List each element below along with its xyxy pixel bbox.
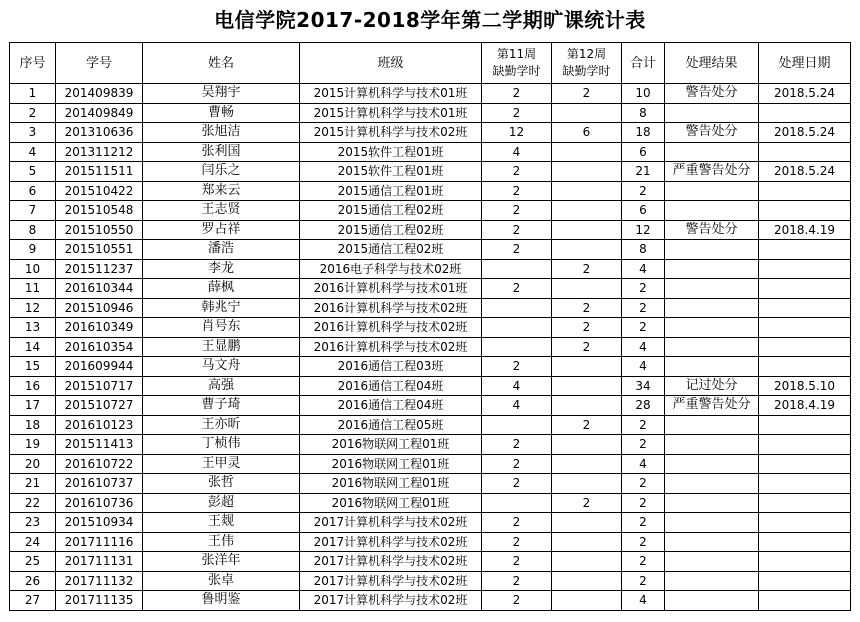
table-row: [10, 298, 851, 318]
cell-total[interactable]: 4: [622, 337, 665, 357]
cell-total[interactable]: 2: [622, 415, 665, 435]
cell-seq[interactable]: 3: [10, 123, 56, 143]
cell-seq[interactable]: 20: [10, 454, 56, 474]
cell-total[interactable]: 6: [622, 142, 665, 162]
cell-student-id[interactable]: 201511413: [56, 435, 143, 455]
cell-class[interactable]: 2015计算机科学与技术01班: [300, 84, 482, 104]
cell-week12[interactable]: [552, 552, 622, 572]
cell-total[interactable]: 2: [622, 298, 665, 318]
table-row: [10, 103, 851, 123]
cell-week12[interactable]: [552, 532, 622, 552]
cell-week12[interactable]: 2: [552, 84, 622, 104]
header-week11-line1: 第11周: [496, 47, 537, 61]
cell-seq[interactable]: 22: [10, 493, 56, 513]
cell-total[interactable]: 2: [622, 279, 665, 299]
cell-week11[interactable]: [482, 298, 552, 318]
cell-seq[interactable]: 15: [10, 357, 56, 377]
cell-week11[interactable]: [482, 337, 552, 357]
cell-seq[interactable]: 12: [10, 298, 56, 318]
table-row: [10, 123, 851, 143]
cell-week12[interactable]: [552, 396, 622, 416]
cell-result[interactable]: [665, 454, 759, 474]
cell-student-id[interactable]: 201511511: [56, 162, 143, 182]
cell-week12[interactable]: [552, 162, 622, 182]
cell-student-id[interactable]: 201610722: [56, 454, 143, 474]
cell-date[interactable]: [759, 337, 851, 357]
cell-week12[interactable]: [552, 454, 622, 474]
cell-week11[interactable]: 2: [482, 240, 552, 260]
cell-student-id[interactable]: 201610349: [56, 318, 143, 338]
cell-week11[interactable]: 4: [482, 396, 552, 416]
table-row: [10, 162, 851, 182]
cell-class[interactable]: 2016物联网工程01班: [300, 493, 482, 513]
cell-date[interactable]: 2018.4.19: [759, 220, 851, 240]
cell-student-id[interactable]: 201311212: [56, 142, 143, 162]
cell-name[interactable]: 张旭洁: [143, 123, 300, 143]
cell-date[interactable]: [759, 474, 851, 494]
cell-student-id[interactable]: 201610354: [56, 337, 143, 357]
table-row: [10, 376, 851, 396]
cell-date[interactable]: [759, 415, 851, 435]
cell-week11[interactable]: 2: [482, 532, 552, 552]
cell-student-id[interactable]: 201711131: [56, 552, 143, 572]
cell-date[interactable]: [759, 591, 851, 611]
cell-result[interactable]: 严重警告处分: [665, 396, 759, 416]
cell-seq[interactable]: 23: [10, 513, 56, 533]
cell-result[interactable]: [665, 181, 759, 201]
cell-student-id[interactable]: 201409849: [56, 103, 143, 123]
cell-seq[interactable]: 11: [10, 279, 56, 299]
table-row: [10, 532, 851, 552]
cell-week12[interactable]: [552, 513, 622, 533]
cell-name[interactable]: 郑来云: [143, 181, 300, 201]
table-row: [10, 142, 851, 162]
cell-name[interactable]: 李龙: [143, 259, 300, 279]
cell-week12[interactable]: [552, 220, 622, 240]
cell-name[interactable]: 薛枫: [143, 279, 300, 299]
cell-result[interactable]: [665, 571, 759, 591]
cell-name[interactable]: 张哲: [143, 474, 300, 494]
cell-result[interactable]: [665, 532, 759, 552]
cell-seq[interactable]: 17: [10, 396, 56, 416]
cell-class[interactable]: 2017计算机科学与技术02班: [300, 513, 482, 533]
header-total: 合计: [622, 43, 665, 84]
header-name: 姓名: [143, 43, 300, 84]
cell-week12[interactable]: [552, 103, 622, 123]
header-week12-line2: 缺勤学时: [562, 64, 611, 78]
cell-week11[interactable]: 2: [482, 513, 552, 533]
table-row: [10, 181, 851, 201]
cell-week12[interactable]: [552, 591, 622, 611]
cell-week12[interactable]: 2: [552, 337, 622, 357]
header-result: 处理结果: [665, 43, 759, 84]
cell-name[interactable]: 王甲灵: [143, 454, 300, 474]
cell-date[interactable]: [759, 259, 851, 279]
cell-week11[interactable]: 2: [482, 591, 552, 611]
cell-week11[interactable]: 2: [482, 84, 552, 104]
cell-seq[interactable]: 6: [10, 181, 56, 201]
cell-student-id[interactable]: 201711116: [56, 532, 143, 552]
cell-date[interactable]: [759, 240, 851, 260]
cell-student-id[interactable]: 201610737: [56, 474, 143, 494]
cell-name[interactable]: 彭超: [143, 493, 300, 513]
table-row: [10, 337, 851, 357]
cell-student-id[interactable]: 201610344: [56, 279, 143, 299]
cell-class[interactable]: 2015通信工程02班: [300, 220, 482, 240]
cell-class[interactable]: 2016通信工程05班: [300, 415, 482, 435]
cell-student-id[interactable]: 201409839: [56, 84, 143, 104]
cell-result[interactable]: 警告处分: [665, 123, 759, 143]
table-row: [10, 259, 851, 279]
cell-result[interactable]: [665, 357, 759, 377]
cell-week11[interactable]: [482, 318, 552, 338]
cell-seq[interactable]: 8: [10, 220, 56, 240]
cell-total[interactable]: 4: [622, 454, 665, 474]
cell-week12[interactable]: 2: [552, 298, 622, 318]
cell-name[interactable]: 马文舟: [143, 357, 300, 377]
cell-week11[interactable]: 4: [482, 376, 552, 396]
cell-week12[interactable]: 6: [552, 123, 622, 143]
page-title: 电信学院2017-2018学年第二学期旷课统计表: [214, 8, 646, 32]
cell-total[interactable]: 8: [622, 103, 665, 123]
cell-date[interactable]: [759, 357, 851, 377]
cell-date[interactable]: [759, 493, 851, 513]
header-week11: [482, 43, 552, 84]
header-week11-line2: 缺勤学时: [492, 64, 541, 78]
cell-name[interactable]: 吴翔宇: [143, 84, 300, 104]
cell-name[interactable]: 曹子琦: [143, 396, 300, 416]
cell-result[interactable]: [665, 142, 759, 162]
cell-total[interactable]: 2: [622, 474, 665, 494]
cell-week11[interactable]: 2: [482, 571, 552, 591]
cell-result[interactable]: [665, 318, 759, 338]
cell-week12[interactable]: [552, 279, 622, 299]
cell-week12[interactable]: [552, 357, 622, 377]
cell-name[interactable]: 王显鹏: [143, 337, 300, 357]
cell-seq[interactable]: 18: [10, 415, 56, 435]
cell-total[interactable]: 8: [622, 240, 665, 260]
cell-name[interactable]: 曹畅: [143, 103, 300, 123]
cell-week11[interactable]: 4: [482, 142, 552, 162]
cell-date[interactable]: [759, 181, 851, 201]
cell-name[interactable]: 王伟: [143, 532, 300, 552]
cell-class[interactable]: 2017计算机科学与技术02班: [300, 532, 482, 552]
cell-seq[interactable]: 24: [10, 532, 56, 552]
header-class: 班级: [300, 43, 482, 84]
cell-week11[interactable]: 2: [482, 454, 552, 474]
cell-date[interactable]: 2018.5.10: [759, 376, 851, 396]
cell-result[interactable]: [665, 201, 759, 221]
cell-result[interactable]: [665, 552, 759, 572]
cell-class[interactable]: 2016计算机科学与技术01班: [300, 279, 482, 299]
cell-date[interactable]: [759, 201, 851, 221]
cell-total[interactable]: 4: [622, 357, 665, 377]
cell-total[interactable]: 4: [622, 259, 665, 279]
cell-total[interactable]: 2: [622, 552, 665, 572]
cell-student-id[interactable]: 201610123: [56, 415, 143, 435]
cell-result[interactable]: [665, 240, 759, 260]
cell-week12[interactable]: 2: [552, 493, 622, 513]
header-week12: [552, 43, 622, 84]
cell-seq[interactable]: 9: [10, 240, 56, 260]
cell-name[interactable]: 张卓: [143, 571, 300, 591]
cell-week12[interactable]: [552, 435, 622, 455]
cell-date[interactable]: [759, 552, 851, 572]
cell-class[interactable]: 2016计算机科学与技术02班: [300, 337, 482, 357]
cell-student-id[interactable]: 201510934: [56, 513, 143, 533]
cell-result[interactable]: [665, 279, 759, 299]
cell-result[interactable]: [665, 591, 759, 611]
cell-class[interactable]: 2016物联网工程01班: [300, 454, 482, 474]
cell-name[interactable]: 罗占祥: [143, 220, 300, 240]
cell-week11[interactable]: [482, 415, 552, 435]
cell-total[interactable]: 4: [622, 591, 665, 611]
cell-week11[interactable]: 2: [482, 201, 552, 221]
cell-seq[interactable]: 4: [10, 142, 56, 162]
cell-date[interactable]: [759, 279, 851, 299]
cell-total[interactable]: 6: [622, 201, 665, 221]
cell-class[interactable]: 2016通信工程04班: [300, 376, 482, 396]
cell-seq[interactable]: 26: [10, 571, 56, 591]
cell-total[interactable]: 2: [622, 181, 665, 201]
cell-seq[interactable]: 14: [10, 337, 56, 357]
cell-total[interactable]: 2: [622, 532, 665, 552]
cell-result[interactable]: [665, 415, 759, 435]
table-row: [10, 240, 851, 260]
cell-class[interactable]: 2016计算机科学与技术02班: [300, 298, 482, 318]
cell-seq[interactable]: 21: [10, 474, 56, 494]
cell-seq[interactable]: 25: [10, 552, 56, 572]
cell-result[interactable]: 记过处分: [665, 376, 759, 396]
table-row: [10, 454, 851, 474]
cell-name[interactable]: 张利国: [143, 142, 300, 162]
table-row: [10, 396, 851, 416]
cell-name[interactable]: 王觌: [143, 513, 300, 533]
cell-week12[interactable]: [552, 376, 622, 396]
cell-week12[interactable]: [552, 142, 622, 162]
cell-week11[interactable]: 2: [482, 103, 552, 123]
cell-name[interactable]: 高强: [143, 376, 300, 396]
cell-student-id[interactable]: 201511237: [56, 259, 143, 279]
cell-result[interactable]: [665, 298, 759, 318]
cell-student-id[interactable]: 201510422: [56, 181, 143, 201]
cell-seq[interactable]: 1: [10, 84, 56, 104]
cell-student-id[interactable]: 201510550: [56, 220, 143, 240]
cell-name[interactable]: 张洋年: [143, 552, 300, 572]
cell-date[interactable]: [759, 298, 851, 318]
cell-week12[interactable]: [552, 571, 622, 591]
cell-total[interactable]: 2: [622, 493, 665, 513]
cell-class[interactable]: 2015计算机科学与技术02班: [300, 123, 482, 143]
cell-total[interactable]: 10: [622, 84, 665, 104]
table-row: [10, 415, 851, 435]
cell-student-id[interactable]: 201711135: [56, 591, 143, 611]
table-row: [10, 84, 851, 104]
cell-total[interactable]: 28: [622, 396, 665, 416]
cell-student-id[interactable]: 201610736: [56, 493, 143, 513]
cell-class[interactable]: 2016计算机科学与技术02班: [300, 318, 482, 338]
cell-date[interactable]: [759, 435, 851, 455]
cell-date[interactable]: 2018.4.19: [759, 396, 851, 416]
cell-result[interactable]: [665, 337, 759, 357]
header-seq: 序号: [10, 43, 56, 84]
header-week12-line1: 第12周: [566, 47, 607, 61]
cell-student-id[interactable]: 201609944: [56, 357, 143, 377]
cell-week11[interactable]: 2: [482, 279, 552, 299]
cell-seq[interactable]: 13: [10, 318, 56, 338]
cell-result[interactable]: [665, 103, 759, 123]
cell-total[interactable]: 2: [622, 318, 665, 338]
cell-result[interactable]: [665, 513, 759, 533]
cell-student-id[interactable]: 201510946: [56, 298, 143, 318]
cell-seq[interactable]: 7: [10, 201, 56, 221]
table-row: [10, 357, 851, 377]
cell-seq[interactable]: 27: [10, 591, 56, 611]
cell-name[interactable]: 肖号东: [143, 318, 300, 338]
cell-total[interactable]: 2: [622, 571, 665, 591]
absence-table: [9, 42, 851, 611]
cell-total[interactable]: 21: [622, 162, 665, 182]
cell-student-id[interactable]: 201510551: [56, 240, 143, 260]
cell-seq[interactable]: 16: [10, 376, 56, 396]
table-row: [10, 591, 851, 611]
cell-class[interactable]: 2017计算机科学与技术02班: [300, 571, 482, 591]
cell-week12[interactable]: [552, 240, 622, 260]
cell-date[interactable]: [759, 513, 851, 533]
cell-week12[interactable]: 2: [552, 415, 622, 435]
cell-date[interactable]: 2018.5.24: [759, 84, 851, 104]
cell-total[interactable]: 34: [622, 376, 665, 396]
cell-class[interactable]: 2015通信工程02班: [300, 201, 482, 221]
cell-week11[interactable]: [482, 493, 552, 513]
table-row: [10, 493, 851, 513]
cell-student-id[interactable]: 201711132: [56, 571, 143, 591]
cell-week12[interactable]: [552, 181, 622, 201]
table-row: [10, 220, 851, 240]
cell-week11[interactable]: 2: [482, 474, 552, 494]
cell-date[interactable]: [759, 532, 851, 552]
cell-class[interactable]: 2017计算机科学与技术02班: [300, 552, 482, 572]
cell-class[interactable]: 2015通信工程02班: [300, 240, 482, 260]
table-row: [10, 279, 851, 299]
table-row: [10, 201, 851, 221]
cell-date[interactable]: 2018.5.24: [759, 123, 851, 143]
cell-total[interactable]: 18: [622, 123, 665, 143]
cell-result[interactable]: 警告处分: [665, 220, 759, 240]
cell-week12[interactable]: 2: [552, 259, 622, 279]
cell-result[interactable]: [665, 493, 759, 513]
cell-student-id[interactable]: 201510717: [56, 376, 143, 396]
cell-date[interactable]: [759, 318, 851, 338]
cell-seq[interactable]: 2: [10, 103, 56, 123]
cell-week11[interactable]: 2: [482, 220, 552, 240]
cell-name[interactable]: 潘浩: [143, 240, 300, 260]
cell-class[interactable]: 2015计算机科学与技术01班: [300, 103, 482, 123]
cell-class[interactable]: 2015软件工程01班: [300, 162, 482, 182]
cell-date[interactable]: [759, 454, 851, 474]
table-row: [10, 571, 851, 591]
cell-name[interactable]: 丁桢伟: [143, 435, 300, 455]
cell-week11[interactable]: 2: [482, 552, 552, 572]
header-date: 处理日期: [759, 43, 851, 84]
cell-name[interactable]: 王亦昕: [143, 415, 300, 435]
cell-class[interactable]: 2016物联网工程01班: [300, 474, 482, 494]
cell-total[interactable]: 2: [622, 513, 665, 533]
cell-student-id[interactable]: 201510548: [56, 201, 143, 221]
cell-week12[interactable]: 2: [552, 318, 622, 338]
cell-date[interactable]: [759, 571, 851, 591]
cell-result[interactable]: 警告处分: [665, 84, 759, 104]
cell-date[interactable]: [759, 142, 851, 162]
table-header: [10, 43, 851, 84]
cell-result[interactable]: 严重警告处分: [665, 162, 759, 182]
cell-week12[interactable]: [552, 474, 622, 494]
cell-class[interactable]: 2015通信工程01班: [300, 181, 482, 201]
cell-week11[interactable]: [482, 259, 552, 279]
cell-week11[interactable]: 12: [482, 123, 552, 143]
cell-class[interactable]: 2017计算机科学与技术02班: [300, 591, 482, 611]
cell-result[interactable]: [665, 435, 759, 455]
table-row: [10, 552, 851, 572]
cell-student-id[interactable]: 201310636: [56, 123, 143, 143]
cell-week11[interactable]: 2: [482, 162, 552, 182]
cell-name[interactable]: 韩兆宁: [143, 298, 300, 318]
table-body: [10, 84, 851, 611]
cell-total[interactable]: 12: [622, 220, 665, 240]
cell-seq[interactable]: 19: [10, 435, 56, 455]
cell-week11[interactable]: 2: [482, 357, 552, 377]
cell-week11[interactable]: 2: [482, 181, 552, 201]
cell-name[interactable]: 闫乐之: [143, 162, 300, 182]
table-row: [10, 318, 851, 338]
cell-name[interactable]: 鲁明鉴: [143, 591, 300, 611]
cell-week11[interactable]: 2: [482, 435, 552, 455]
cell-date[interactable]: [759, 103, 851, 123]
table-row: [10, 435, 851, 455]
cell-class[interactable]: 2016通信工程03班: [300, 357, 482, 377]
cell-class[interactable]: 2016物联网工程01班: [300, 435, 482, 455]
cell-student-id[interactable]: 201510727: [56, 396, 143, 416]
header-student-id: 学号: [56, 43, 143, 84]
cell-class[interactable]: 2016电子科学与技术02班: [300, 259, 482, 279]
cell-total[interactable]: 2: [622, 435, 665, 455]
cell-result[interactable]: [665, 259, 759, 279]
cell-seq[interactable]: 10: [10, 259, 56, 279]
cell-result[interactable]: [665, 474, 759, 494]
cell-name[interactable]: 王志贤: [143, 201, 300, 221]
cell-date[interactable]: 2018.5.24: [759, 162, 851, 182]
table-row: [10, 513, 851, 533]
cell-class[interactable]: 2015软件工程01班: [300, 142, 482, 162]
table-row: [10, 474, 851, 494]
header-row: [10, 43, 851, 84]
cell-seq[interactable]: 5: [10, 162, 56, 182]
cell-week12[interactable]: [552, 201, 622, 221]
cell-class[interactable]: 2016通信工程04班: [300, 396, 482, 416]
